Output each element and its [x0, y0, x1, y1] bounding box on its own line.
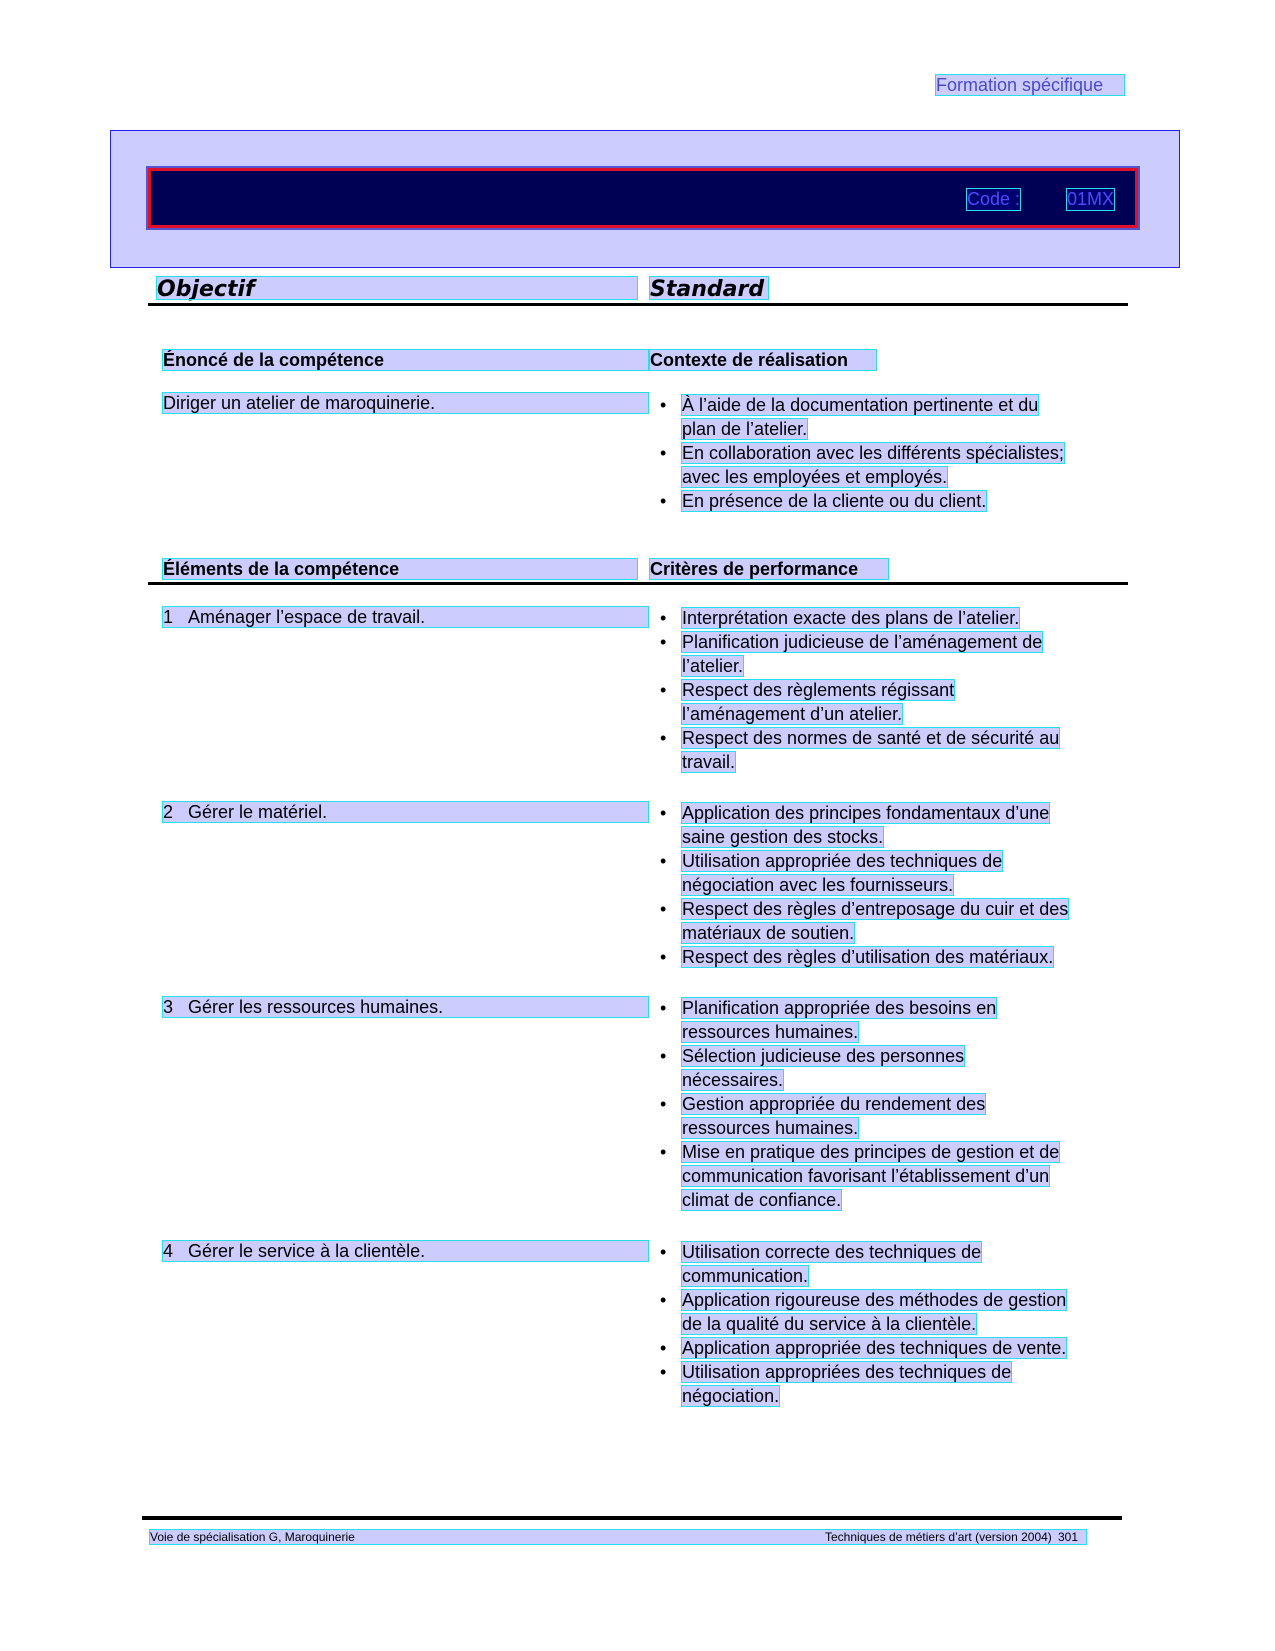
- criterion-line: En présence de la cliente ou du client.: [682, 491, 987, 511]
- criterion-line: Planification judicieuse de l’aménagement de: [682, 632, 1043, 652]
- criterion-line: Respect des normes de santé et de sécurité au: [682, 728, 1060, 748]
- criterion-line: travail.: [682, 752, 736, 772]
- criterion-line: l’aménagement d’un atelier.: [682, 704, 903, 724]
- criterion-line: ressources humaines.: [682, 1118, 859, 1138]
- criterion-item: [660, 678, 1059, 726]
- criterion-line: négociation.: [682, 1386, 780, 1406]
- criterion-item: [660, 849, 1068, 897]
- footer-rule: [142, 1516, 1122, 1520]
- element-2: [163, 802, 648, 822]
- page-number: 301: [1058, 1530, 1079, 1544]
- criteria-list-2: [660, 801, 1068, 969]
- criterion-line: Respect des règles d’utilisation des matériaux.: [682, 947, 1054, 967]
- context-list: [660, 393, 1064, 513]
- criterion-line: saine gestion des stocks.: [682, 827, 884, 847]
- criterion-item: [660, 1044, 1059, 1092]
- criterion-line: Interprétation exacte des plans de l’atelier.: [682, 608, 1020, 628]
- element-text: Gérer le service à la clientèle.: [188, 1241, 426, 1261]
- criterion-item: [660, 393, 1064, 441]
- criterion-item: [660, 1360, 1066, 1408]
- criterion-item: [660, 1092, 1059, 1140]
- criterion-item: [660, 1336, 1066, 1360]
- criterion-line: Planification appropriée des besoins en: [682, 998, 997, 1018]
- criterion-line: Application rigoureuse des méthodes de gestion: [682, 1290, 1067, 1310]
- criterion-item: [660, 489, 1064, 513]
- criterion-line: Application appropriée des techniques de vente.: [682, 1338, 1067, 1358]
- criteria-list-1: [660, 606, 1059, 774]
- criterion-item: [660, 1288, 1066, 1336]
- code-value: 01MX: [1067, 189, 1115, 209]
- criterion-item: [660, 606, 1059, 630]
- criteria-list-4: [660, 1240, 1066, 1408]
- statement-heading: Énoncé de la compétence: [163, 350, 648, 370]
- code-label: Code :: [967, 189, 1021, 209]
- criterion-item: [660, 441, 1064, 489]
- criterion-item: [660, 897, 1068, 945]
- criterion-line: Utilisation appropriées des techniques de: [682, 1362, 1012, 1382]
- element-3: [163, 997, 648, 1017]
- title-bar: [148, 168, 1138, 228]
- element-text: Gérer les ressources humaines.: [188, 997, 444, 1017]
- criteria-list-3: [660, 996, 1059, 1212]
- statement-text: Diriger un atelier de maroquinerie.: [163, 393, 648, 413]
- criterion-line: Respect des règlements régissant: [682, 680, 955, 700]
- element-1: [163, 607, 648, 627]
- element-number: 2: [163, 802, 174, 822]
- context-heading: Contexte de réalisation: [650, 350, 876, 370]
- criterion-line: nécessaires.: [682, 1070, 784, 1090]
- criterion-item: [660, 801, 1068, 849]
- criterion-line: négociation avec les fournisseurs.: [682, 875, 954, 895]
- criteria-heading: Critères de performance: [650, 559, 888, 579]
- criterion-line: Sélection judicieuse des personnes: [682, 1046, 965, 1066]
- heading-rule: [148, 303, 1128, 306]
- criterion-line: En collaboration avec les différents spécialistes;: [682, 443, 1064, 463]
- element-number: 3: [163, 997, 174, 1017]
- footer-right: Techniques de métiers d’art (version 2004): [825, 1530, 1052, 1544]
- element-number: 1: [163, 607, 174, 627]
- criterion-line: ressources humaines.: [682, 1022, 859, 1042]
- footer-left: Voie de spécialisation G, Maroquinerie: [150, 1530, 355, 1544]
- criterion-item: [660, 630, 1059, 678]
- criterion-item: [660, 1140, 1059, 1212]
- footer: [150, 1530, 1086, 1544]
- criterion-item: [660, 996, 1059, 1044]
- criterion-item: [660, 945, 1068, 969]
- element-number: 4: [163, 1241, 174, 1261]
- criterion-line: Application des principes fondamentaux d’une: [682, 803, 1050, 823]
- criterion-item: [660, 726, 1059, 774]
- element-text: Aménager l’espace de travail.: [188, 607, 426, 627]
- element-text: Gérer le matériel.: [188, 802, 328, 822]
- element-4: [163, 1241, 648, 1261]
- standard-heading: Standard: [650, 277, 768, 299]
- criterion-line: Mise en pratique des principes de gestion et de: [682, 1142, 1060, 1162]
- criterion-line: À l’aide de la documentation pertinente et du: [682, 395, 1039, 415]
- criterion-line: de la qualité du service à la clientèle.: [682, 1314, 977, 1334]
- objective-heading: Objectif: [157, 277, 637, 299]
- criterion-line: plan de l’atelier.: [682, 419, 808, 439]
- criterion-line: communication.: [682, 1266, 809, 1286]
- criterion-line: matériaux de soutien.: [682, 923, 855, 943]
- criterion-item: [660, 1240, 1066, 1288]
- section-label: Formation spécifique: [936, 75, 1124, 95]
- criterion-line: Gestion appropriée du rendement des: [682, 1094, 986, 1114]
- section-rule: [148, 582, 1128, 585]
- criterion-line: climat de confiance.: [682, 1190, 842, 1210]
- criterion-line: Utilisation correcte des techniques de: [682, 1242, 982, 1262]
- criterion-line: Respect des règles d’entreposage du cuir et des: [682, 899, 1069, 919]
- criterion-line: Utilisation appropriée des techniques de: [682, 851, 1003, 871]
- criterion-line: avec les employées et employés.: [682, 467, 948, 487]
- elements-heading: Éléments de la compétence: [163, 559, 637, 579]
- criterion-line: l’atelier.: [682, 656, 744, 676]
- criterion-line: communication favorisant l’établissement d’un: [682, 1166, 1050, 1186]
